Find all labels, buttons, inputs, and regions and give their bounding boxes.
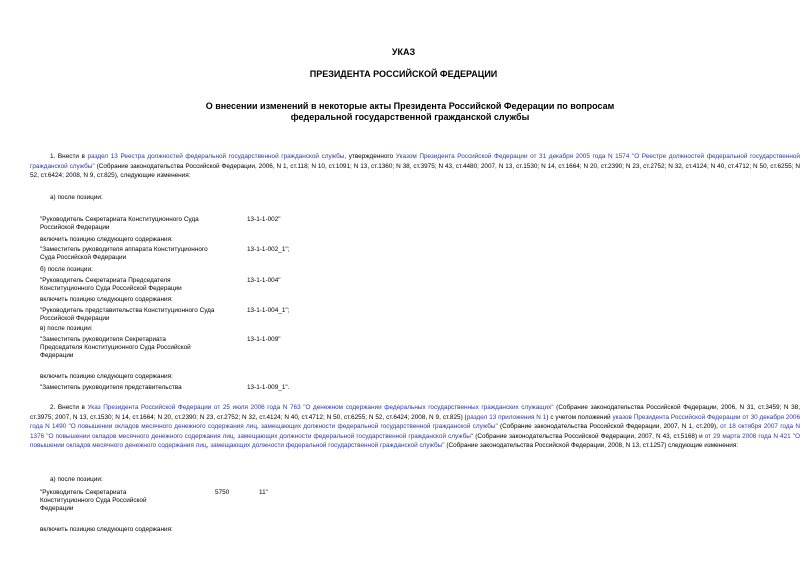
paragraph-2-text-4: (Собрание законодательства Российской Федерации, 2007, N 1, ст.209), — [497, 423, 721, 431]
list-2-position-row-1-salary: 5750 — [215, 489, 230, 496]
position-row-2-name: "Заместитель руководителя аппарата Конституционного Суда Российской Федерации — [40, 246, 208, 261]
position-row-5-code: 13-1-1-009" — [247, 336, 281, 343]
paragraph-1-text-1: 1. Внести в — [50, 153, 88, 160]
position-row-5-name: "Заместитель руководителя Секретариата Председателя Конституционного Суда Российской Федерации — [40, 336, 191, 359]
position-row-6-code: 13-1-1-009_1". — [247, 384, 290, 391]
include-label-3: включить позицию следующего содержания: — [40, 373, 173, 380]
link-decree-763[interactable]: Указ Президента Российской Федерации от 25 июля 2006 года N 763 "О денежном содержании федеральных государственных гражданских служащих" — [87, 404, 554, 411]
paragraph-2-text-1: 2. Внести в — [50, 404, 88, 411]
position-row-2-code: 13-1-1-002_1"; — [247, 246, 290, 253]
link-decree-421[interactable]: от 29 марта 2008 года N 421 "О повышении окладов месячного денежного содержания лиц, замещающих должности федеральной государственной гражданской службы" — [30, 432, 800, 450]
include-label-2: включить позицию следующего содержания: — [40, 296, 173, 303]
position-row-3-code: 13-1-1-004" — [247, 277, 281, 284]
link-decree-1376[interactable]: от 18 октября 2007 года N 1376 "О повышении окладов месячного денежного содержания лиц, замещающих должности федеральной государственной гражданской службы" — [30, 423, 800, 440]
link-section-13[interactable]: раздел 13 — [87, 153, 118, 160]
document-type-title: УКАЗ — [391, 47, 416, 57]
link-registry[interactable]: Реестра должностей федеральной государственной гражданской службы — [120, 153, 345, 160]
list-2-position-row-1-code: 11" — [259, 489, 268, 496]
position-row-1-name: "Руководитель Секретариата Конституционного Суда Российской Федерации — [40, 216, 199, 231]
paragraph-2-text-5: (Собрание законодательства Российской Федерации, 2007, N 43, ст.5168) и — [473, 432, 705, 440]
document-subtitle: О внесении изменений в некоторые акты Президента Российской Федерации по вопросам федеральной государственной гражданской службы — [205, 101, 615, 122]
item-b-after: б) после позиции: — [40, 266, 93, 273]
position-row-3-name: "Руководитель Секретариата Председателя Конституционного Суда Российской Федерации — [40, 277, 182, 292]
list-2-item-a-after: а) после позиции: — [50, 476, 103, 483]
position-row-6-name: "Заместитель руководителя представительства — [40, 384, 182, 391]
list-2-position-row-1-name: "Руководитель Секретариата Конституционного Суда Российской Федерации — [40, 489, 147, 512]
paragraph-2-text-2: (Собрание законодательства Российской Федерации, 2006, N 31, ст.3459; N 38, ст.3975; 2007, N 13, ст.1530; N 14, ст.1664; N 20, ст.2390; N 23, ст.2752; N 32, ст.4124; N 40, ст.4712; N 50, ст.6255; N 52, ст.6424; 2008, N 9, ст.825) ( — [30, 404, 800, 421]
paragraph-1 — [30, 152, 800, 181]
position-row-1-code: 13-1-1-002" — [247, 216, 281, 223]
link-section-13-appendix-1[interactable]: раздел 13 приложения N 1 — [466, 413, 547, 421]
link-decree-1490[interactable]: указов Президента Российской Федерации от 30 декабря 2006 года N 1490 "О повышении окладов месячного денежного содержания лиц, замещающих должности федеральной государственной гражданской службы" — [30, 413, 801, 431]
item-c-after: в) после позиции: — [40, 325, 93, 332]
link-decree-1574[interactable]: Указом Президента Российской Федерации от 31 декабря 2005 года N 1574 "О Реестре должностей федеральной государственной гражданской службы" — [30, 153, 801, 170]
list-2-include-label-1: включить позицию следующего содержания: — [40, 526, 173, 533]
paragraph-1-text-3: , утвержденного — [344, 153, 396, 160]
item-a-after: а) после позиции: — [50, 194, 103, 201]
paragraph-2-text-6: (Собрание законодательства Российской Федерации, 2008, N 13, ст.1257) следующие изменения: — [444, 442, 739, 450]
paragraph-2-text-3: ) с учетом положений — [546, 413, 613, 421]
issuer-title: ПРЕЗИДЕНТА РОССИЙСКОЙ ФЕДЕРАЦИИ — [309, 69, 498, 79]
paragraph-1-text-4: (Собрание законодательства Российской Федерации, 2006, N 1, ст.118; N 10, ст.1091; N 13, ст.1360; N 38, ст.3975; N 43, ст.4480; 2007, N 13, ст.1530; N 14, ст.1664; N 20, ст.2390; N 23, ст.2752; N 32, ст.4124; N 40, ст.4712; N 50, ст.6255; N 52, ст.6424; 2008, N 9, ст.825), следующие изменения: — [30, 162, 800, 180]
position-row-4-name: "Руководитель представительства Конституционного Суда Российской Федерации — [40, 307, 215, 322]
include-label-1: включить позицию следующего содержания: — [40, 236, 173, 243]
position-row-4-code: 13-1-1-004_1"; — [247, 307, 290, 314]
paragraph-2 — [30, 403, 800, 451]
